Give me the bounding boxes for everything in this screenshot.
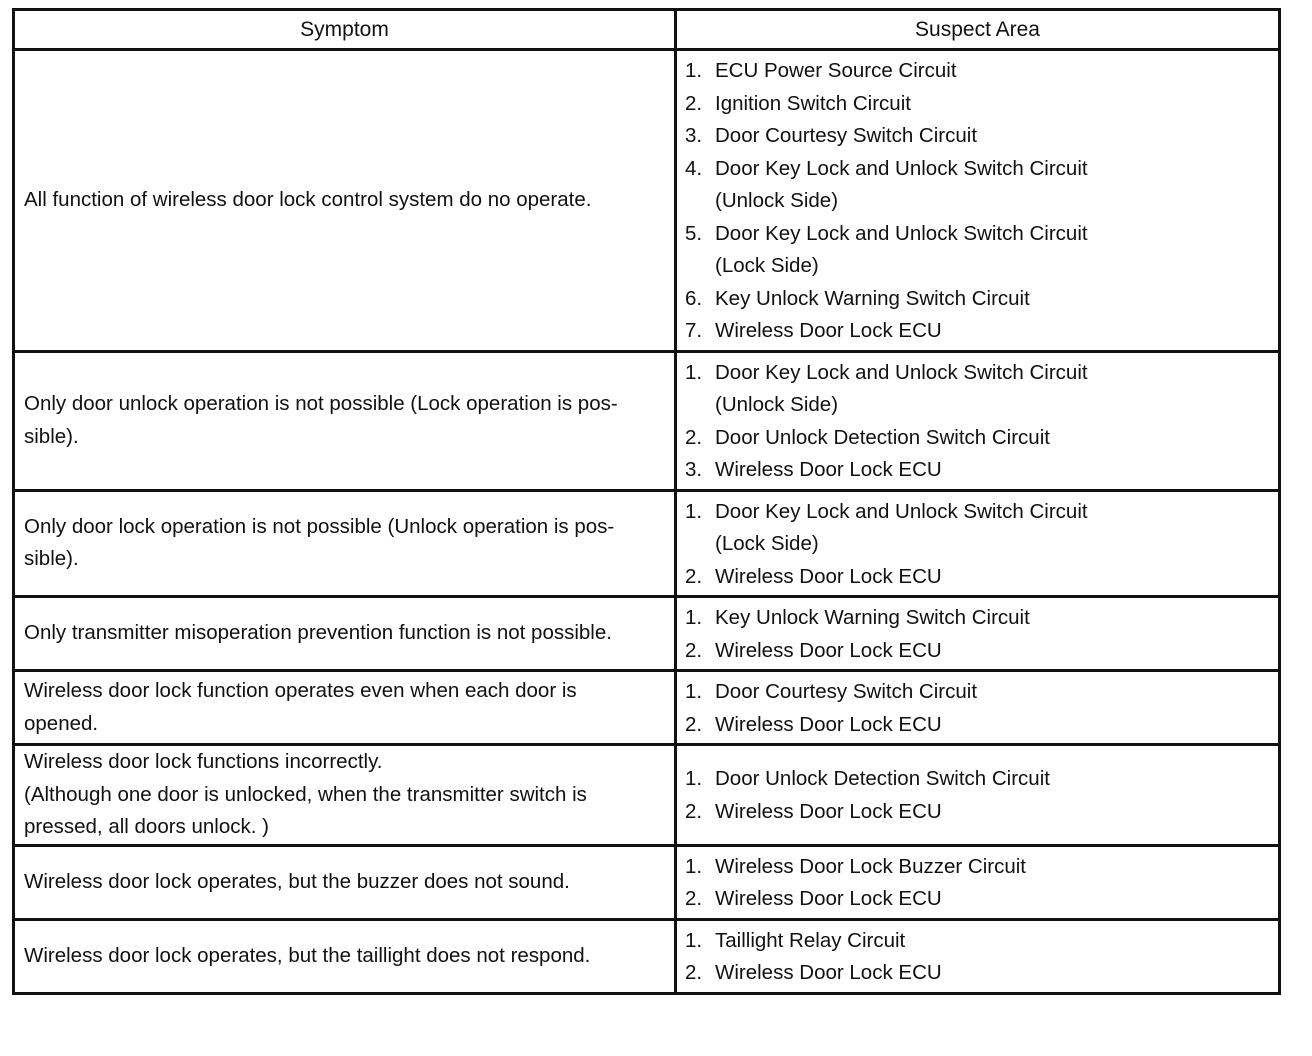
list-item-line: Door Key Lock and Unlock Switch Circuit <box>715 499 1088 523</box>
list-item-text <box>715 283 1270 316</box>
suspect-area-cell <box>676 351 1280 490</box>
symptom-text: Only door lock operation is not possible (Unlock operation is pos- <box>24 514 615 538</box>
list-item-line: Taillight Relay Circuit <box>715 928 906 952</box>
list-item-number: 2. <box>685 799 703 823</box>
symptom-text: Wireless door lock function operates even when each door is <box>24 679 577 702</box>
symptom-text: Wireless door lock operates, but the taillight does not respond. <box>24 943 591 967</box>
list-item-number: 7. <box>685 319 703 342</box>
list-item <box>685 88 1270 121</box>
list-item-line: Wireless Door Lock Buzzer Circuit <box>715 854 1026 878</box>
suspect-list <box>685 676 1270 741</box>
list-item <box>685 796 1270 829</box>
suspect-list <box>685 763 1270 828</box>
list-item-number: 2. <box>685 887 703 910</box>
list-item <box>685 357 1270 422</box>
list-item-line: Wireless Door Lock ECU <box>715 961 942 984</box>
list-item-line: Door Unlock Detection Switch Circuit <box>715 767 1050 791</box>
list-item <box>685 55 1270 88</box>
symptom-cell <box>14 845 676 919</box>
list-item-text <box>715 851 1270 884</box>
list-item-line: Wireless Door Lock ECU <box>715 799 942 823</box>
list-item <box>685 218 1270 283</box>
suspect-list <box>685 925 1270 990</box>
list-item <box>685 496 1270 561</box>
suspect-list <box>685 55 1270 348</box>
suspect-area-cell <box>676 490 1280 597</box>
list-item-text <box>715 315 1270 348</box>
header-row <box>14 10 1280 50</box>
list-item-line: Door Key Lock and Unlock Switch Circuit <box>715 156 1088 180</box>
list-item-text <box>715 925 1270 958</box>
suspect-area-cell <box>676 845 1280 919</box>
symptom-cell <box>14 919 676 993</box>
list-item <box>685 709 1270 742</box>
symptom-text: Wireless door lock functions incorrectly. <box>24 750 383 773</box>
list-item-number: 1. <box>685 606 703 629</box>
list-item-line: (Lock Side) <box>715 532 819 555</box>
list-item-text <box>715 635 1270 668</box>
suspect-area-cell <box>676 50 1280 352</box>
list-item-line: Wireless Door Lock ECU <box>715 638 942 662</box>
list-item-line: Ignition Switch Circuit <box>715 91 911 115</box>
list-item-line: Key Unlock Warning Switch Circuit <box>715 606 1030 629</box>
list-item-number: 2. <box>685 425 703 449</box>
symptom-header: Symptom <box>14 10 676 50</box>
list-item-line: Door Courtesy Switch Circuit <box>715 124 978 147</box>
list-item <box>685 454 1270 487</box>
list-item-number: 1. <box>685 59 703 82</box>
list-item-text <box>715 763 1270 796</box>
list-item <box>685 422 1270 455</box>
list-item-text <box>715 957 1270 990</box>
list-item-line: Wireless Door Lock ECU <box>715 564 942 588</box>
list-item <box>685 120 1270 153</box>
list-item-text <box>715 454 1270 487</box>
list-item-number: 2. <box>685 712 703 736</box>
list-item <box>685 925 1270 958</box>
list-item-text <box>715 218 1270 283</box>
list-item <box>685 957 1270 990</box>
list-item-text <box>715 88 1270 121</box>
list-item-number: 1. <box>685 854 703 878</box>
list-item-text <box>715 796 1270 829</box>
symptom-text: pressed, all doors unlock. ) <box>24 815 269 838</box>
symptom-cell <box>14 351 676 490</box>
list-item <box>685 561 1270 594</box>
list-item-text <box>715 153 1270 218</box>
table-row <box>14 351 1280 490</box>
suspect-list <box>685 357 1270 487</box>
table-row <box>14 490 1280 597</box>
list-item-line: Wireless Door Lock ECU <box>715 712 942 736</box>
list-item-number: 1. <box>685 928 703 952</box>
list-item-number: 1. <box>685 767 703 791</box>
symptom-text: Only door unlock operation is not possible (Lock operation is pos- <box>24 392 618 415</box>
list-item-number: 1. <box>685 499 703 523</box>
table-row <box>14 845 1280 919</box>
symptom-text: All function of wireless door lock control system do no operate. <box>24 188 592 211</box>
list-item <box>685 283 1270 316</box>
list-item-line: Wireless Door Lock ECU <box>715 887 942 910</box>
list-item-text <box>715 55 1270 88</box>
symptom-text: sible). <box>24 424 79 448</box>
list-item <box>685 676 1270 709</box>
table-body <box>14 50 1280 994</box>
list-item-number: 1. <box>685 680 703 703</box>
table-row <box>14 919 1280 993</box>
symptom-text: Only transmitter misoperation prevention function is not possible. <box>24 621 612 645</box>
list-item-line: Wireless Door Lock ECU <box>715 458 942 481</box>
table-row <box>14 671 1280 745</box>
list-item-line: Wireless Door Lock ECU <box>715 319 942 342</box>
list-item-number: 6. <box>685 286 703 310</box>
symptom-cell <box>14 490 676 597</box>
list-item <box>685 883 1270 916</box>
list-item-text <box>715 422 1270 455</box>
suspect-area-cell <box>676 671 1280 745</box>
suspect-area-cell <box>676 597 1280 671</box>
list-item-number: 3. <box>685 124 703 147</box>
list-item-line: (Unlock Side) <box>715 393 839 416</box>
list-item <box>685 602 1270 635</box>
list-item-number: 2. <box>685 91 703 115</box>
list-item-line: ECU Power Source Circuit <box>715 59 957 82</box>
symptom-cell <box>14 671 676 745</box>
list-item <box>685 153 1270 218</box>
list-item-line: Door Key Lock and Unlock Switch Circuit <box>715 221 1088 245</box>
list-item-line: Key Unlock Warning Switch Circuit <box>715 286 1030 310</box>
symptom-cell <box>14 745 676 846</box>
table-row <box>14 50 1280 352</box>
symptom-text: sible). <box>24 547 79 571</box>
list-item-number: 4. <box>685 156 703 180</box>
list-item-number: 2. <box>685 961 703 984</box>
list-item-number: 2. <box>685 564 703 588</box>
symptom-cell <box>14 597 676 671</box>
list-item-number: 5. <box>685 221 703 245</box>
list-item-number: 3. <box>685 458 703 481</box>
list-item-text <box>715 357 1270 422</box>
table-row <box>14 597 1280 671</box>
suspect-area-cell <box>676 745 1280 846</box>
list-item-line: Door Unlock Detection Switch Circuit <box>715 425 1050 449</box>
suspect-list <box>685 496 1270 594</box>
list-item-line: (Unlock Side) <box>715 189 839 212</box>
suspect-list <box>685 851 1270 916</box>
suspect-list <box>685 602 1270 667</box>
list-item <box>685 315 1270 348</box>
list-item-line: (Lock Side) <box>715 254 819 277</box>
list-item-line: Door Key Lock and Unlock Switch Circuit <box>715 360 1088 384</box>
table-row <box>14 745 1280 846</box>
list-item <box>685 763 1270 796</box>
symptom-text: Wireless door lock operates, but the buzzer does not sound. <box>24 869 570 893</box>
list-item-line: Door Courtesy Switch Circuit <box>715 680 978 703</box>
list-item <box>685 851 1270 884</box>
troubleshooting-table <box>12 8 1281 995</box>
list-item-text <box>715 883 1270 916</box>
list-item-text <box>715 709 1270 742</box>
list-item-text <box>715 602 1270 635</box>
list-item-number: 1. <box>685 360 703 384</box>
symptom-cell <box>14 50 676 352</box>
list-item <box>685 635 1270 668</box>
list-item-text <box>715 676 1270 709</box>
list-item-number: 2. <box>685 638 703 662</box>
suspect-area-cell <box>676 919 1280 993</box>
suspect-area-header: Suspect Area <box>676 10 1280 50</box>
list-item-text <box>715 561 1270 594</box>
symptom-text: opened. <box>24 711 99 735</box>
list-item-text <box>715 496 1270 561</box>
list-item-text <box>715 120 1270 153</box>
symptom-text: (Although one door is unlocked, when the transmitter switch is <box>24 782 587 806</box>
